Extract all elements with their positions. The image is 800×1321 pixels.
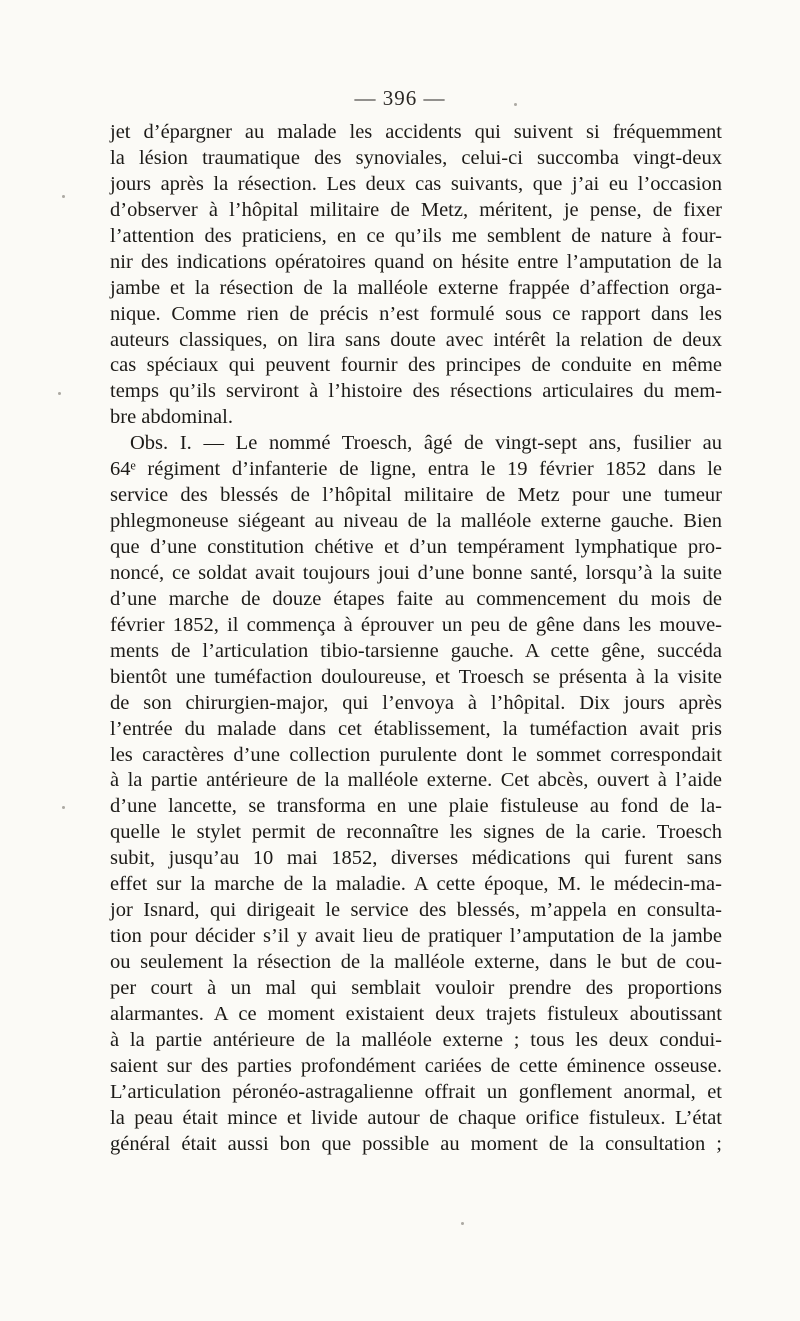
text-line: noncé, ce soldat avait toujours joui d’une bonne santé, lorsqu’à la suite <box>110 561 722 584</box>
text-line: ments de l’articulation tibio-tarsienne gauche. A cette gêne, succéda <box>110 639 722 662</box>
text-line: Obs. I. — Le nommé Troesch, âgé de vingt-sept ans, fusilier au <box>130 432 722 455</box>
text-line: d’observer à l’hôpital militaire de Metz, méritent, je pense, de fixer <box>110 198 722 221</box>
text-line: effet sur la marche de la maladie. A cette époque, M. le médecin-ma- <box>110 873 722 896</box>
print-speck <box>62 195 65 198</box>
text-line: d’une marche de douze étapes faite au commencement du mois de <box>110 587 722 610</box>
print-speck <box>62 806 65 809</box>
text-line: l’entrée du malade dans cet établissement, la tuméfaction avait pris <box>110 717 722 740</box>
text-line: saient sur des parties profondément cariées de cette éminence osseuse. <box>110 1054 722 1077</box>
text-line: tion pour décider s’il y avait lieu de pratiquer l’amputation de la jambe <box>110 925 722 948</box>
text-line: L’articulation péronéo-astragalienne offrait un gonflement anormal, et <box>110 1080 722 1103</box>
text-line: phlegmoneuse siégeant au niveau de la malléole externe gauche. Bien <box>110 510 722 533</box>
text-line: la lésion traumatique des synoviales, celui-ci succomba vingt-deux <box>110 146 722 169</box>
text-line: jambe et la résection de la malléole externe frappée d’affection orga- <box>110 276 722 299</box>
text-line: jor Isnard, qui dirigeait le service des blessés, m’appela en consulta- <box>110 899 722 922</box>
text-line: février 1852, il commença à éprouver un peu de gêne dans les mouve- <box>110 613 722 636</box>
text-line: de son chirurgien-major, qui l’envoya à l’hôpital. Dix jours après <box>110 691 722 714</box>
text-line: subit, jusqu’au 10 mai 1852, diverses médications qui furent sans <box>110 847 722 870</box>
text-line: auteurs classiques, on lira sans doute avec intérêt la relation de deux <box>110 328 722 351</box>
text-line: alarmantes. A ce moment existaient deux trajets fistuleux aboutissant <box>110 1002 722 1025</box>
text-line: quelle le stylet permit de reconnaître les signes de la carie. Troesch <box>110 821 722 844</box>
body-text <box>110 120 722 1158</box>
text-line: jet d’épargner au malade les accidents qui suivent si fréquemment <box>110 121 722 143</box>
text-line: l’attention des praticiens, en ce qu’ils me semblent de nature à four- <box>110 224 722 247</box>
text-line: général était aussi bon que possible au moment de la consultation ; <box>110 1132 722 1155</box>
text-line: ou seulement la résection de la malléole externe, dans le but de cou- <box>110 951 722 973</box>
text-line: bientôt une tuméfaction douloureuse, et Troesch se présenta à la visite <box>110 665 722 688</box>
text-line: bre abdominal. <box>110 406 233 429</box>
text-line: à la partie antérieure de la malléole externe ; tous les deux condui- <box>110 1028 722 1051</box>
text-line: la peau était mince et livide autour de chaque orifice fistuleux. L’état <box>110 1106 722 1129</box>
text-line: 64ᵉ régiment d’infanterie de ligne, entra le 19 février 1852 dans le <box>110 458 722 481</box>
print-speck <box>58 392 61 395</box>
print-speck <box>514 103 517 106</box>
text-line: jours après la résection. Les deux cas suivants, que j’ai eu l’occasion <box>110 172 722 195</box>
text-line: nir des indications opératoires quand on hésite entre l’amputation de la <box>110 250 722 273</box>
text-line: les caractères d’une collection purulente dont le sommet correspondait <box>110 743 722 766</box>
text-line: que d’une constitution chétive et d’un tempérament lymphatique pro- <box>110 536 722 558</box>
print-speck <box>461 1222 464 1225</box>
text-line: nique. Comme rien de précis n’est formulé sous ce rapport dans les <box>110 302 722 325</box>
text-line: service des blessés de l’hôpital militaire de Metz pour une tumeur <box>110 484 722 507</box>
text-line: per court à un mal qui semblait vouloir prendre des proportions <box>110 976 722 999</box>
page-number: — 396 — <box>354 86 446 110</box>
text-line: cas spéciaux qui peuvent fournir des principes de conduite en même <box>110 354 722 377</box>
text-line: d’une lancette, se transforma en une plaie fistuleuse au fond de la- <box>110 795 722 818</box>
text-line: à la partie antérieure de la malléole externe. Cet abcès, ouvert à l’aide <box>110 769 722 792</box>
text-line: temps qu’ils serviront à l’histoire des résections articulaires du mem- <box>110 380 722 403</box>
